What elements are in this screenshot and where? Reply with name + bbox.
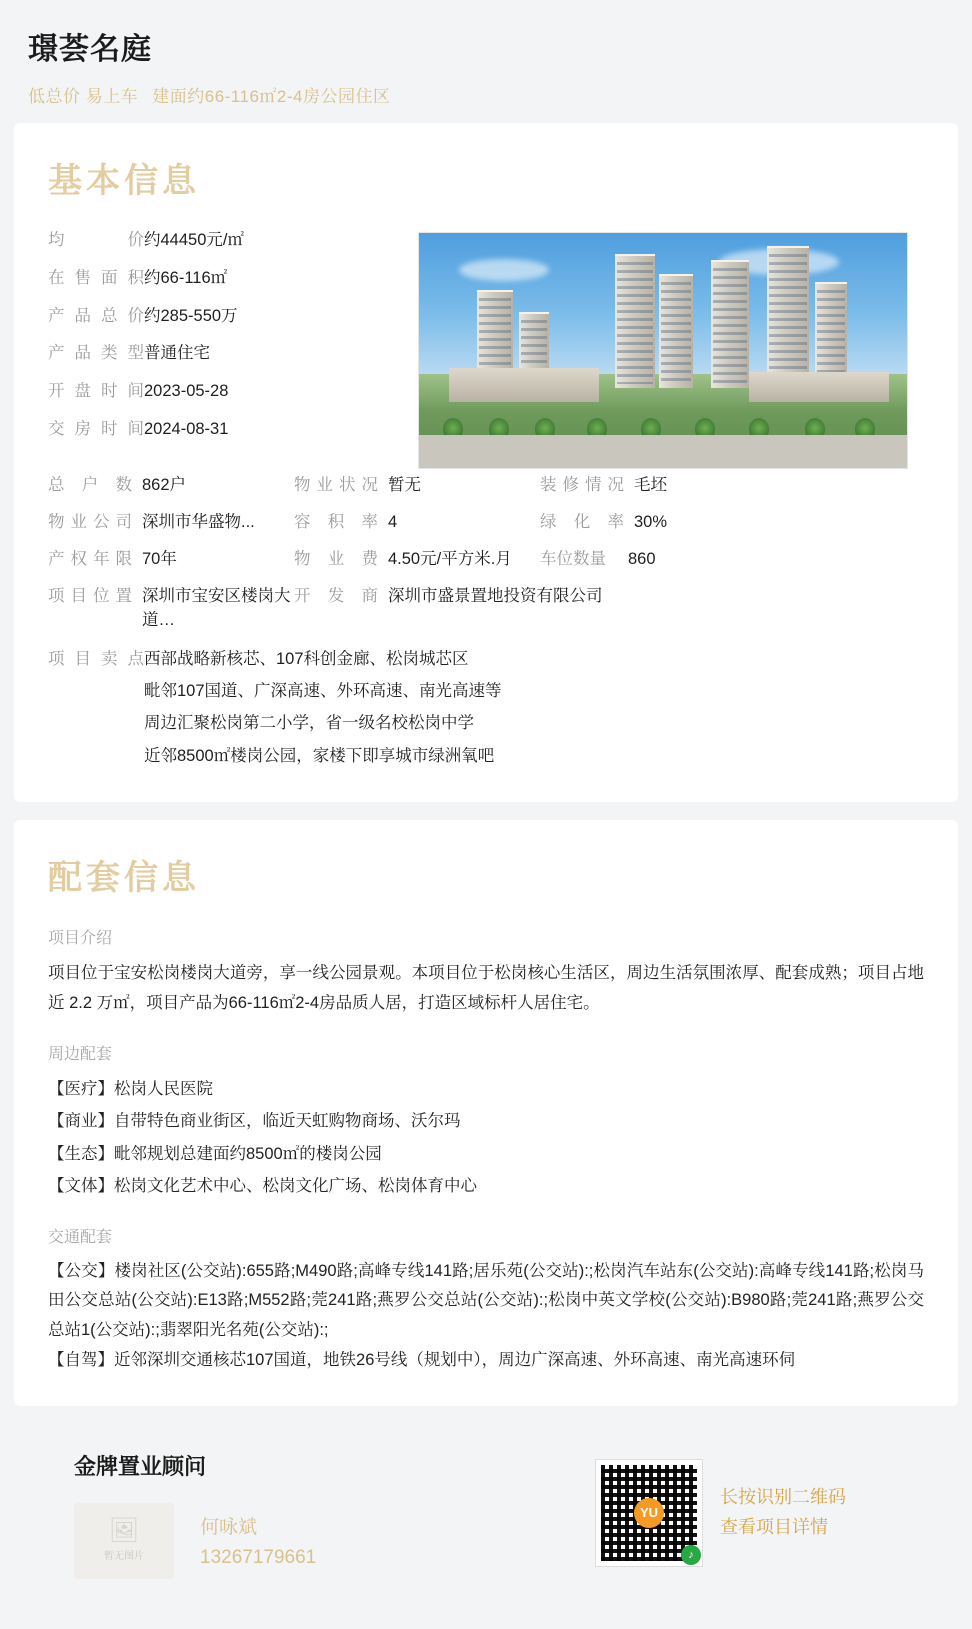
facilities-card [14, 820, 958, 1406]
tagline-part-2: 建面约66-116㎡2-4房公园住区 [152, 87, 391, 106]
cell-label: 物业状况 [294, 476, 378, 494]
info-value: 约66-116㎡ [144, 268, 228, 287]
grid-cell [294, 471, 540, 495]
basic-info-title: 基本信息 [48, 162, 200, 200]
tower-shape [615, 254, 655, 388]
grid-row [48, 582, 924, 630]
consultant-footer [14, 1424, 958, 1609]
info-label: 开盘时间 [48, 382, 144, 400]
consultant-contact [200, 1512, 316, 1569]
info-row [48, 341, 408, 366]
cell-label: 装修情况 [540, 476, 624, 494]
tower-shape [711, 260, 749, 388]
cell-label: 总户数 [48, 476, 132, 494]
selling-point-item: 近邻8500㎡楼岗公园，家楼下即享城市绿洲氧吧 [144, 746, 495, 765]
consultant-body [74, 1503, 504, 1579]
info-row [48, 417, 408, 442]
grid-cell [48, 582, 294, 630]
basic-info-left-column [48, 228, 408, 455]
info-row [48, 304, 408, 329]
podium-shape [449, 368, 599, 402]
info-value: 普通住宅 [144, 344, 210, 363]
grid-row [48, 545, 924, 569]
cell-value: 862户 [142, 476, 187, 494]
image-placeholder-icon: 🖼 [108, 1517, 140, 1545]
project-rendering-image [418, 232, 908, 469]
cell-value: 30% [634, 513, 668, 531]
cell-label: 容积率 [294, 513, 378, 531]
info-value: 约44450元/㎡ [144, 231, 244, 249]
cell-label: 车位数量 [540, 550, 606, 568]
grid-row [48, 471, 924, 495]
cell-value: 深圳市宝安区楼岗大道… [142, 587, 291, 629]
project-intro-text: 项目位于宝安松岗楼岗大道旁，享一线公园景观。本项目位于松岗核心生活区，周边生活氛围浓厚、配套成熟；项目占地近 2.2 万㎡，项目产品为66-116㎡2-4房品质人居，打造区域标杆人居住宅。 [48, 963, 924, 1013]
info-value: 约285-550万 [144, 306, 238, 325]
info-label: 在售面积 [48, 268, 144, 287]
info-row [48, 266, 408, 291]
info-row [48, 379, 408, 404]
cell-label: 产权年限 [48, 550, 132, 568]
around-facilities-label: 周边配套 [48, 1045, 113, 1063]
cloud-shape [459, 259, 549, 281]
grid-cell [48, 545, 294, 569]
cell-value: 暂无 [388, 476, 421, 494]
cell-label: 物业费 [294, 550, 378, 568]
basic-info-right-column [408, 228, 924, 469]
photo-placeholder-label: 暂无图片 [104, 1551, 144, 1563]
grid-cell [294, 582, 603, 606]
traffic-bus-text: 【公交】楼岗社区(公交站):655路;M490路;高峰专线141路;居乐苑(公交站):;松岗汽车站东(公交站):高峰专线141路;松岗马田公交总站(公交站):E13路;M552路;莞241路;燕罗公交总站(公交站):;松岗中英文学校(公交站):B980路;莞241路;燕罗公交总站1(公交站):;翡翠阳光名苑(公交站):; [48, 1261, 924, 1340]
consultant-block [34, 1450, 504, 1579]
grid-cell [540, 545, 656, 569]
selling-points-label: 项目卖点 [48, 650, 144, 668]
info-label: 均价 [48, 231, 144, 249]
around-facility-item: 【生态】毗邻规划总建面约8500㎡的楼岗公园 [48, 1144, 382, 1163]
consultant-title: 金牌置业顾问 [74, 1453, 207, 1479]
cell-value: 深圳市盛景置地投资有限公司 [388, 587, 603, 605]
selling-point-item: 周边汇聚松岗第二小学，省一级名校松岗中学 [144, 714, 474, 733]
cell-value: 4.50元/平方米.月 [388, 550, 512, 568]
road-layer [419, 435, 907, 468]
qr-caption [720, 1483, 846, 1542]
cell-label: 项目位置 [48, 587, 132, 605]
grid-cell [48, 471, 294, 495]
page-header [0, 0, 972, 123]
grid-cell [540, 471, 667, 495]
info-value: 2024-08-31 [144, 419, 229, 438]
basic-info-card [14, 123, 958, 802]
qr-code-icon[interactable] [596, 1460, 702, 1566]
qr-caption-line-2: 查看项目详情 [720, 1516, 828, 1537]
selling-point-item: 西部战略新核芯、107科创金廊、松岗城芯区 [144, 650, 469, 668]
around-facilities-list [48, 1074, 924, 1202]
grid-cell [48, 508, 294, 532]
cell-value: 4 [388, 513, 398, 531]
selling-points-row [48, 643, 924, 772]
consultant-avatar [74, 1503, 174, 1579]
qr-caption-line-1: 长按识别二维码 [720, 1486, 846, 1507]
around-facility-item: 【医疗】松岗人民医院 [48, 1079, 213, 1098]
cell-label: 物业公司 [48, 513, 132, 531]
cell-value: 毛坯 [634, 476, 667, 494]
qr-block [504, 1450, 938, 1566]
tagline-part-1: 低总价 易上车 [28, 87, 139, 106]
tower-shape [767, 246, 809, 388]
consultant-name: 何咏斌 [200, 1517, 258, 1539]
cell-label: 绿化率 [540, 513, 624, 531]
grid-cell [540, 508, 667, 532]
around-facility-item: 【文体】松岗文化艺术中心、松岗文化广场、松岗体育中心 [48, 1177, 477, 1196]
cell-label: 开发商 [294, 587, 378, 605]
page-tagline [28, 82, 944, 107]
qr-logo: YU [634, 1498, 664, 1528]
grid-cell [294, 545, 540, 569]
consultant-phone[interactable]: 13267179661 [200, 1547, 317, 1569]
facilities-title: 配套信息 [48, 858, 200, 897]
grid-row [48, 508, 924, 532]
basic-info-body [48, 228, 924, 469]
selling-point-item: 毗邻107国道、广深高速、外环高速、南光高速等 [144, 682, 502, 701]
grid-cell [294, 508, 540, 532]
qr-badge-icon: ♪ [681, 1545, 701, 1565]
info-label: 产品类型 [48, 344, 144, 363]
cell-value: 深圳市华盛物... [142, 513, 255, 531]
page-title: 璟荟名庭 [28, 33, 152, 66]
basic-info-grid [48, 471, 924, 630]
selling-points-list [144, 643, 502, 772]
traffic-label: 交通配套 [48, 1228, 113, 1246]
cell-value: 860 [628, 550, 656, 568]
tower-shape [659, 274, 693, 388]
podium-shape [749, 372, 889, 402]
info-row [48, 228, 408, 253]
info-label: 交房时间 [48, 419, 144, 438]
info-value: 2023-05-28 [144, 382, 229, 400]
project-intro-label: 项目介绍 [48, 929, 113, 947]
cell-value: 70年 [142, 550, 177, 568]
traffic-drive-text: 【自驾】近邻深圳交通核芯107国道，地铁26号线（规划中），周边广深高速、外环高速、南光高速环伺 [48, 1350, 796, 1369]
info-label: 产品总价 [48, 306, 144, 325]
around-facility-item: 【商业】自带特色商业街区，临近天虹购物商场、沃尔玛 [48, 1112, 461, 1131]
